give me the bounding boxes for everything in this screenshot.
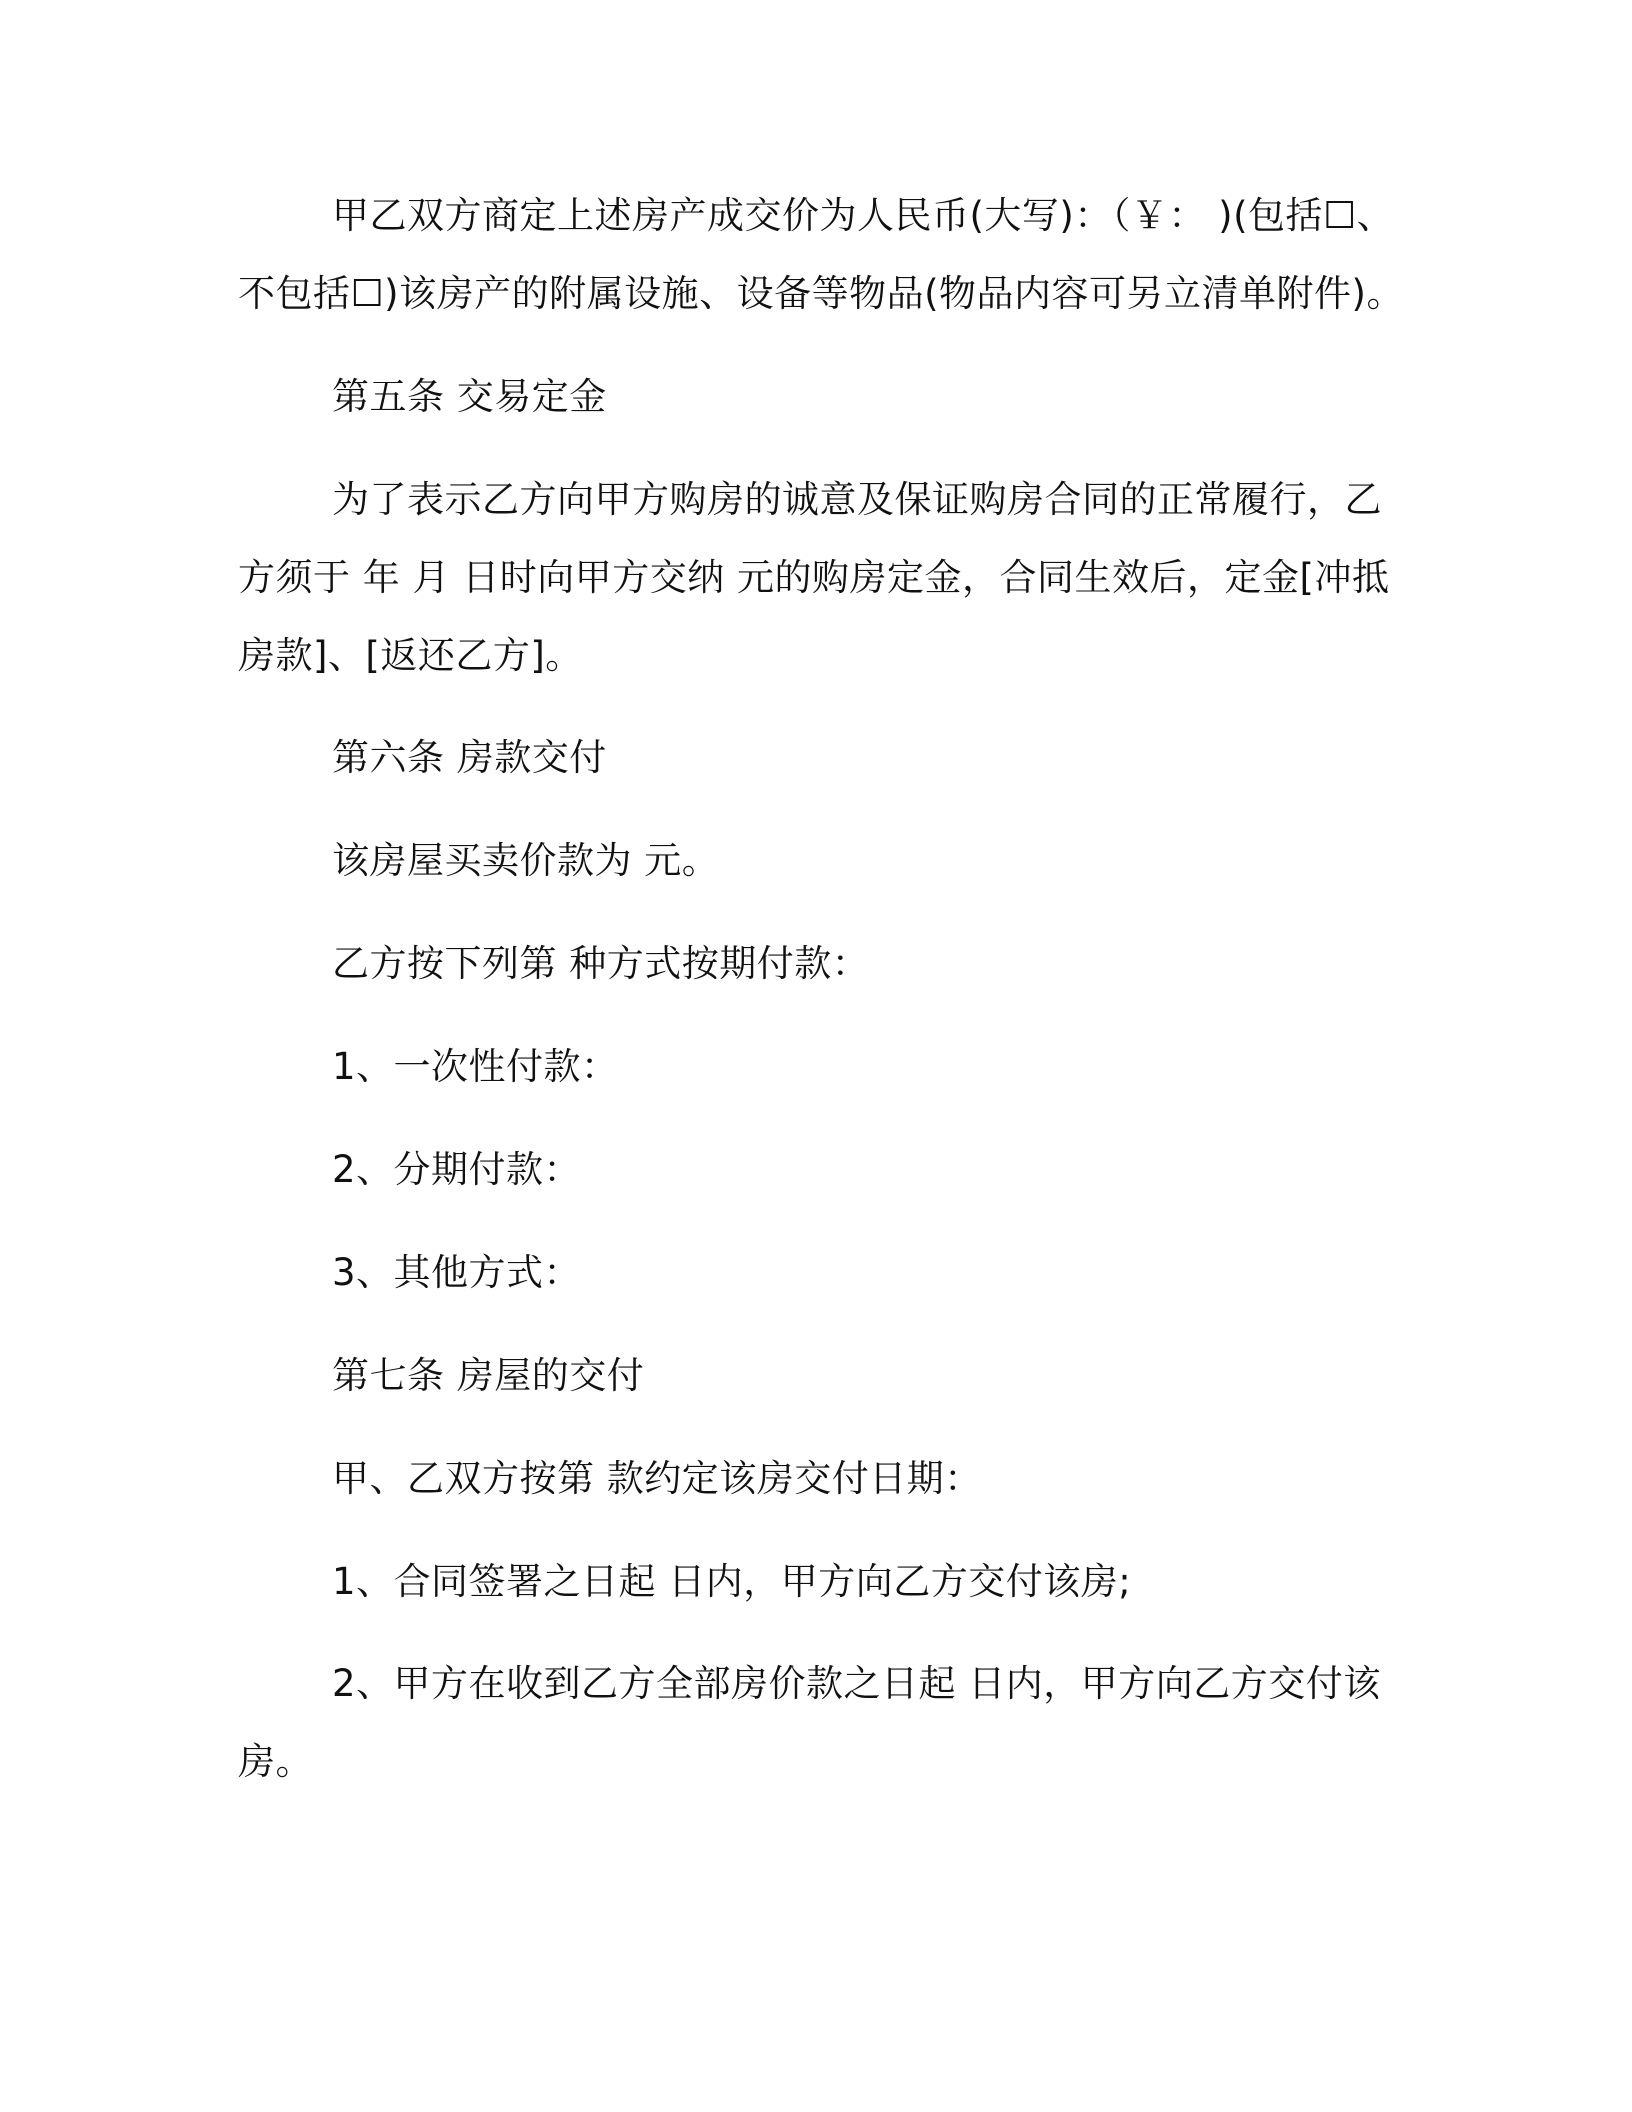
delivery-option-2-line-2: 房。	[238, 1740, 313, 1783]
price-clause-line-1: 甲乙双方商定上述房产成交价为人民币(大写)：（￥： )(包括☐、	[332, 194, 1395, 237]
delivery-option-1: 1、合同签署之日起 日内，甲方向乙方交付该房;	[332, 1560, 1132, 1603]
payment-option-3: 3、其他方式：	[332, 1251, 582, 1294]
deposit-clause-line-2: 方须于 年 月 日时向甲方交纳 元的购房定金，合同生效后，定金[冲抵	[238, 556, 1390, 599]
deposit-clause-line-3: 房款]、[返还乙方]。	[238, 634, 583, 677]
price-clause-line-2: 不包括☐)该房产的附属设施、设备等物品(物品内容可另立清单附件)。	[238, 272, 1404, 315]
article-7-heading: 第七条 房屋的交付	[332, 1354, 645, 1397]
deposit-clause-line-1: 为了表示乙方向甲方购房的诚意及保证购房合同的正常履行，乙	[332, 478, 1382, 521]
delivery-agreement-line: 甲、乙双方按第 款约定该房交付日期：	[332, 1457, 982, 1500]
payment-option-1: 1、一次性付款：	[332, 1045, 619, 1088]
payment-method-line: 乙方按下列第 种方式按期付款：	[332, 942, 870, 985]
delivery-option-2-line-1: 2、甲方在收到乙方全部房价款之日起 日内，甲方向乙方交付该	[332, 1662, 1381, 1705]
payment-option-2: 2、分期付款：	[332, 1148, 582, 1191]
price-amount-line: 该房屋买卖价款为 元。	[332, 839, 720, 882]
article-6-heading: 第六条 房款交付	[332, 736, 607, 779]
article-5-heading: 第五条 交易定金	[332, 375, 607, 418]
